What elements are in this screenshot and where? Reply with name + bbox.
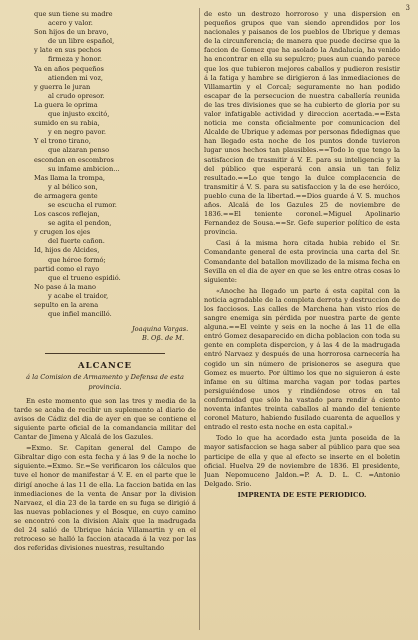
column-divider	[199, 8, 200, 630]
poem-line: que el trueno espidió.	[48, 273, 121, 282]
poem-line: Y el trono tirano,	[34, 137, 91, 146]
poem-line: La guera le oprima	[34, 100, 98, 109]
poem-line: sepulto en la arena	[34, 301, 99, 309]
poem-line: acero y valor.	[48, 19, 93, 28]
signature-name: Joaquina Vargas.	[132, 325, 189, 334]
printer-imprint: IMPRENTA DE ESTE PERIODICO.	[237, 490, 367, 499]
poem-line: escondan en escombros	[34, 155, 114, 164]
poem-line: de un libre español,	[48, 37, 115, 46]
article-paragraph: de esto un destrozo horroroso y una dispersion en pequeños grupos que van siendo aprendidos por los nacionales y paisanos de los pueblos de Ubrique y demas de la circunferencia; de manera que puede decirse que la faccion de Gomez que ha asolado la Andalucía, ha venido ha encontrar en ella su sepulcro; pues aun cuando parece que los que tubieron mejores caballos y pudieron resistir á la fatiga y hambre se dirigieron á las inmediaciones de Villamartin y el Corcal; seguramente no han podido escapar de la persecucion de nuestra caballería reunida de las tres divisiones que se ha cubierto de gloria por su valor infatigable actividad y direccion acertada.==Esta noticia me consta oficialmente por comunicacion del Alcalde de Ubrique y ademas por personas fidedignas que han llegado esta noche de los puntos donde tuvieron lugar unos hechos tan plausibles.==Todo lo que tengo la satisfaccion de trasmitir á V. E. para su inteligencia y la del público que esperará con ansia un tan feliz resultado.==Lo que tengo la dulce complacencia de transmitir á V. S. para su satisfaccion y la de ese heróico, pueblo cuna de la libertad.==Dios guarde á V. S. muchos años. Alcalá de los Gazules 25 de noviembre de 1836.==El teniente coronel.=Miguel Apolinario Fernandez de Sousa.==Sr. Gefe superior político de esta provincia.	[204, 10, 400, 237]
poem-line: Mas llama la trompa,	[34, 173, 105, 182]
poem-line: firmeza y honor.	[48, 55, 102, 64]
poem-line: partid como el rayo	[34, 264, 100, 273]
poem-line: Son hijos de un bravo,	[34, 28, 109, 37]
right-column	[204, 10, 400, 632]
poem-line: y guerra le juran	[34, 82, 91, 91]
poem-signature	[14, 325, 196, 343]
poem-line: su infame ambicion...	[48, 164, 120, 173]
poem-line: del fuerte cañon.	[48, 237, 105, 246]
article-paragraph: Todo lo que ha acordado esta junta poseida de la mayor satisfaccion se haga saber al público para que sea participe de ella y que al efecto se inserte en el boletin oficial. Huelva 29 de noviembre de 1836. El presidente, Juan Nepomuceno Jaldon.=P. A. D. L. C. =Antonio Delgado. Srio.	[204, 434, 400, 488]
poem-line: sumido en su rabia,	[34, 119, 100, 128]
poem-line: se agita el pendon,	[48, 219, 112, 228]
signature-institution: B. Oß. de M.	[142, 334, 185, 343]
poem-line: Ya en años pequeños	[34, 64, 104, 73]
poem-line: que infiel mancilló.	[48, 310, 112, 319]
poem-line: que sun tiene su madre	[34, 10, 113, 18]
poem-line: que injusto excitó,	[48, 110, 110, 119]
poem-line: Los cascos reflejan,	[34, 210, 100, 219]
poem-line: No pase á la mano	[34, 282, 96, 291]
section-title: ALCANCE	[78, 361, 132, 372]
left-column	[14, 10, 196, 632]
article-paragraph: «Anoche ha llegado un parte á esta capital con la noticia agradable de la completa derrota y destruccion de los facciosos. Las calles de Marchena han visto ríos de sangre enemiga sin pérdida por nuestra parte de gente alguna.==El veinte y seis en la noche á las 11 de ella entró Gomez desaparecido en dicha poblacion con toda su gente en completa dispercion, y á las 4 de la madrugada entró Narvaez y después de una horrorosa carnecería ha cogido un sin número de prisioneros se asegura que Gomez es muerto. Por último los que no siguieron á este infame en su última marcha vagan por todas partes persiguiéndose unos y rindiéndose otros en tal conformidad que sólo ha vastado para rendir á ciento noventa infantes treinta caballos al mando del teniente coronel Maturo, habiendo fusilado cuarenta de aquellos y entrado el resto esta noche en esta capital.»	[204, 286, 400, 432]
poem-line: y late en sus pechos	[34, 46, 102, 55]
article-paragraph: =Exmo. Sr. Capitan general del Campo de Gibraltar digo con esta fecha y á las 9 de la noche lo siguiente.=Exmo. Sr.=Se verificaron los cálculos que tuve el honor de manifestar á V. E. en el parte que le dirigí anoche á las 11 de ella. La faccion batida en las inmediaciones de la venta de Ansar por la division Narvaez, el dia 23 de la tarde en su fuga se dirigió á las nuevas poblaciones y el Bosque, en cuyo camino se encontró con la division Alaix que la madrugada del 24 salió de Ubrique hácia Villamartin y en el retroceso se halló la faccion atacada á la vez por las dos referidas divisiones nuestras, resultando	[14, 444, 196, 553]
page-number: 3	[405, 4, 410, 12]
section-rule	[45, 353, 165, 354]
poem-line: se escucha el rumor.	[48, 200, 117, 209]
poem-line: de armagera gente	[34, 191, 98, 200]
poem	[14, 10, 196, 319]
poem-line: atienden mi voz,	[48, 73, 104, 82]
poem-line: al crudo opresor.	[48, 91, 105, 100]
poem-line: y al bélico son,	[48, 182, 98, 191]
section-subtitle: á la Comision de Armamento y Defensa de esta provincia.	[26, 373, 184, 391]
article-paragraph: Casi á la misma hora citada hubia rebido el Sr. Comandante general de esta provincia una carta del Sr. Comandante del batallon movilizado de la misma fecha en Sevilla en el dia de ayer en que se les entre otras cosas lo siguiente:	[204, 239, 400, 284]
article-paragraph: En este momento que son las tres y media de la tarde se acaba de recibir un suplemento al diario de avisos de Cádiz del dia de ayer en que se contiene el siguiente parte oficial de la comandancia militar del Cantar de Jimena y Alcalá de los Gazules.	[14, 396, 196, 442]
poem-line: Id, hijos de Alcides,	[34, 246, 100, 255]
poem-line: que héroe formó;	[48, 255, 106, 264]
poem-line: que alzaran penso	[48, 146, 110, 155]
poem-line: y crugen los ejes	[34, 228, 91, 237]
poem-line: y en negro pavor.	[48, 128, 107, 137]
poem-line: y acabe el traidor,	[48, 291, 109, 300]
